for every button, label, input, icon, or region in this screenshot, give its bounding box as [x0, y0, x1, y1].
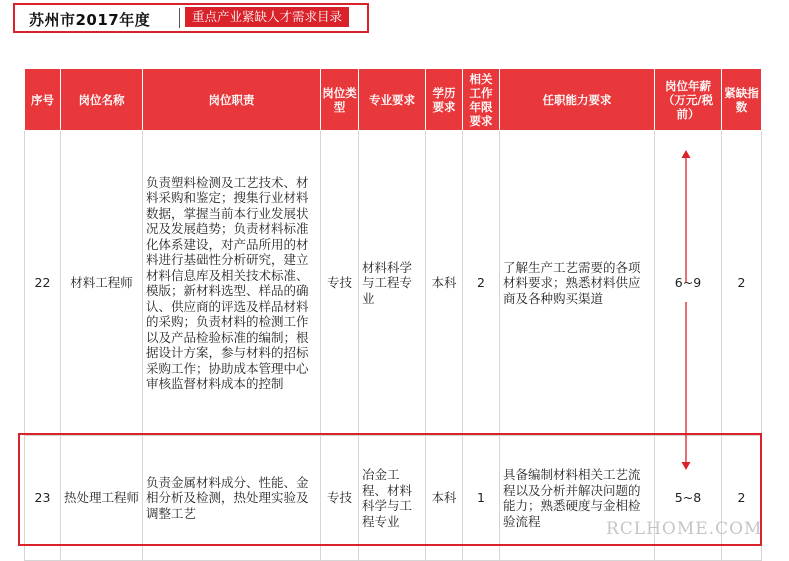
- cell-salary: 5~8: [655, 436, 722, 561]
- title-banner: [13, 3, 369, 33]
- table-row: [25, 131, 762, 436]
- table-row: [25, 436, 762, 561]
- cell-ability: 了解生产工艺需要的各项材料要求；熟悉材料供应商及各种购买渠道: [500, 131, 655, 436]
- watermark: RCLHOME.COM: [606, 519, 763, 539]
- cell-edu: 本科: [426, 131, 463, 436]
- talent-table: [24, 68, 762, 561]
- cell-index: 2: [722, 436, 762, 561]
- cell-name: 热处理工程师: [61, 436, 143, 561]
- header-no: 序号: [25, 69, 61, 131]
- cell-edu: 本科: [426, 436, 463, 561]
- header-major: 专业要求: [359, 69, 426, 131]
- cell-no: 22: [25, 131, 61, 436]
- cell-index: 2: [722, 131, 762, 436]
- header-type: 岗位类型: [321, 69, 359, 131]
- header-salary: 岗位年薪（万元/税前）: [655, 69, 722, 131]
- cell-major: 材料科学与工程专业: [359, 131, 426, 436]
- cell-duty: 负责塑料检测及工艺技术、材料采购和鉴定；搜集行业材料数据，掌握当前本行业发展状况及发展趋势；负责材料标准化体系建设，对产品所用的材料进行基础性分析研究，建立材料信息库及相关技术标准、模版；新材料选型、样品的确认、供应商的评选及样品材料的采购；负责材料的检测工作以及产品检验标准的编制；根据设计方案，参与材料的招标采购工作；协助成本管理中心审核监督材料成本的控制: [143, 131, 321, 436]
- cell-major: 冶金工程、材料科学与工程专业: [359, 436, 426, 561]
- cell-duty: 负责金属材料成分、性能、金相分析及检测，热处理实验及调整工艺: [143, 436, 321, 561]
- title-tag: 重点产业紧缺人才需求目录: [185, 7, 349, 27]
- page-title: 苏州市2017年度: [29, 11, 151, 29]
- cell-ability: 具备编制材料相关工艺流程以及分析并解决问题的能力；熟悉硬度与金相检验流程: [500, 436, 655, 561]
- cell-type: 专技: [321, 131, 359, 436]
- header-edu: 学历要求: [426, 69, 463, 131]
- header-ability: 任职能力要求: [500, 69, 655, 131]
- header-name: 岗位名称: [61, 69, 143, 131]
- header-duty: 岗位职责: [143, 69, 321, 131]
- cell-salary: 6~9: [655, 131, 722, 436]
- table-header-row: [25, 69, 762, 131]
- cell-years: 1: [463, 436, 500, 561]
- header-years: 相关工作年限要求: [463, 69, 500, 131]
- cell-no: 23: [25, 436, 61, 561]
- cell-years: 2: [463, 131, 500, 436]
- title-divider: [179, 8, 180, 28]
- cell-name: 材料工程师: [61, 131, 143, 436]
- header-index: 紧缺指数: [722, 69, 762, 131]
- cell-type: 专技: [321, 436, 359, 561]
